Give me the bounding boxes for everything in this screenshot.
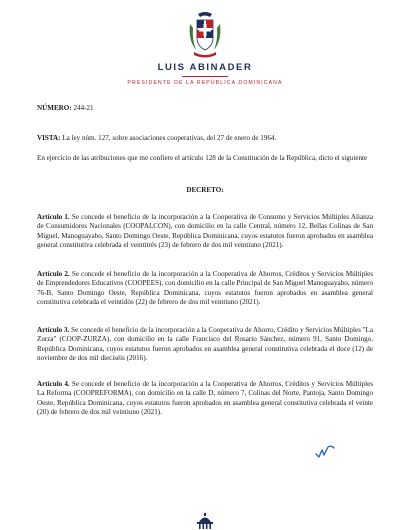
signature-icon bbox=[314, 444, 336, 460]
article-3 bbox=[37, 326, 373, 363]
decreto-title: DECRETO: bbox=[186, 186, 224, 194]
article-text: Se concede el beneficio de la incorporación a la Cooperativa de Ahorros, Créditos y Servicios Múltiples La Reforma (COOPREFORMA), con domicilio en la calle D, número 7, Colinas del Norte, Pantoja, Santo Domingo Oeste, República Dominicana, cuyos estatutos fueron aprobados en asamblea general constitutiva celebrada el veinte (20) de febrero de dos mil veintiuno (2021). bbox=[37, 380, 374, 416]
article-1 bbox=[37, 213, 373, 250]
article-2 bbox=[37, 270, 373, 307]
building-icon bbox=[193, 512, 217, 530]
article-label: Artículo 4. bbox=[37, 380, 70, 388]
header-name: LUIS ABINADER bbox=[157, 62, 253, 73]
article-text: Se concede el beneficio de la incorporación a la Cooperativa de Consumo y Servicios Múltiples Alianza de Consumidores Nacionales (COOPALCON), con domicilio en la calle Central, número 12, Bellas Colinas de San Miguel, Manoguayabo, Santo Domingo Oeste, República Dominicana, cuyos estatutos fueron aprobados en asamblea general constitutiva celebrada el veintitrés (23) de febrero de dos mil veintiuno (2021). bbox=[37, 213, 373, 249]
decree-number bbox=[37, 104, 373, 113]
header-divider bbox=[182, 76, 228, 77]
vista-text: La ley núm. 127, sobre asociaciones cooperativas, del 27 de enero de 1964. bbox=[62, 134, 277, 142]
vista-label: VISTA: bbox=[37, 134, 61, 142]
article-4 bbox=[37, 380, 373, 417]
article-label: Artículo 3. bbox=[37, 326, 70, 334]
article-text: Se concede el beneficio de la incorporación a la Cooperativa de Ahorro, Crédito y Servicios Múltiples "La Zurza" (COOP-ZURZA), con domicilio en la calle Francisco del Rosario Sánchez, número 91, Santo Domingo, República Dominicana, cuyos estatutos fueron aprobados en asamblea general constitutiva celebrada el doce (12) de noviembre de dos mil dieciséis (2016). bbox=[37, 326, 373, 362]
decree-number-label: NÚMERO: bbox=[37, 104, 72, 112]
coat-of-arms-icon bbox=[186, 10, 224, 60]
article-label: Artículo 1. bbox=[37, 213, 70, 221]
article-text: Se concede el beneficio de la incorporación a la Cooperativa de Ahorros, Créditos y Servicios Múltiples de Emprendedores Educativos (COOPEES), con domicilio en la calle Principal de San Miguel Manoguayabo, número 76-B, Santo Domingo Oeste, República Dominicana, cuyos estatutos fueron aprobados en asamblea general constitutiva celebrada el veintidós (22) de febrero de dos mil veintiuno (2021). bbox=[37, 270, 374, 306]
decree-number-value: 244-21 bbox=[73, 104, 94, 112]
article-label: Artículo 2. bbox=[37, 270, 70, 278]
header-subtitle: PRESIDENTE DE LA REPÚBLICA DOMINICANA bbox=[127, 80, 283, 86]
vista-paragraph bbox=[37, 134, 373, 143]
ejercicio-paragraph: En ejercicio de las atribuciones que me confiere el artículo 128 de la Constitución de la República, dicto el siguiente bbox=[37, 154, 368, 162]
